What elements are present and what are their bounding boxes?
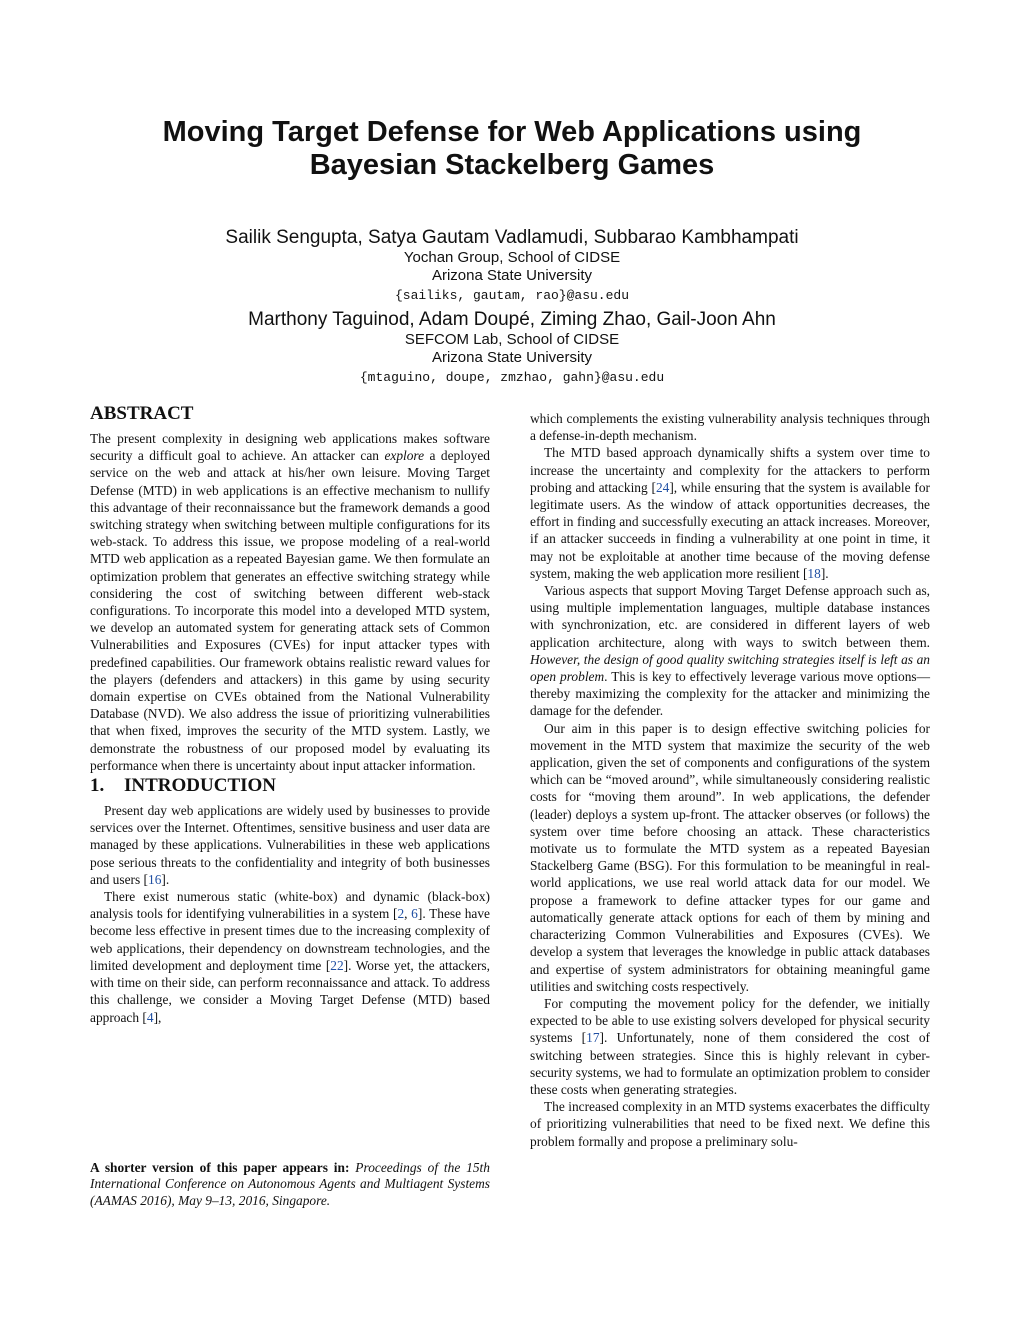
- introduction-heading: [90, 774, 490, 798]
- citation-link[interactable]: 16: [148, 871, 162, 887]
- right-paragraph-5: The increased complexity in an MTD systems exacerbates the difficulty of prioritizing vulnerabilities that need to be fixed next. We define this problem formally and propose a preliminary solu-: [530, 1099, 930, 1149]
- paragraph-text: The MTD based approach dynamically shifts a system over time to increase the uncertainty and complexity for the attackers to perform probing and attacking [: [530, 445, 930, 495]
- citation-link[interactable]: 18: [807, 565, 821, 581]
- footnote-label: A shorter version of this paper appears in:: [90, 1160, 350, 1175]
- paragraph-text: For computing the movement policy for the defender, we initially expected to be able to use existing solvers developed for physical security systems [: [530, 995, 930, 1046]
- citation-link[interactable]: 22: [330, 957, 344, 973]
- author-affiliation: Yochan Group, School of CIDSE: [403, 249, 621, 266]
- paragraph-text: ,: [404, 906, 412, 922]
- paragraph-text: ]. Worse yet, the attackers, with time on their side, can perform reconnaissance and attack. To address this challenge, we consider a Moving Target Defense (MTD) based approach [: [90, 957, 490, 1025]
- citation-link[interactable]: 6: [411, 906, 418, 922]
- title-line-1: Moving Target Defense for Web Applications using: [162, 116, 862, 148]
- paragraph-text: Various aspects that support Moving Target Defense approach such as, using multiple implementation languages, multiple database instances with synchronization, etc. are considered in different layers of web application architecture, along with ways to switch between them.: [530, 583, 930, 650]
- author-university: Arizona State University: [431, 267, 593, 284]
- author-university: Arizona State University: [431, 349, 593, 366]
- author-affiliation: SEFCOM Lab, School of CIDSE: [404, 331, 620, 348]
- right-paragraph-4: [530, 995, 930, 1098]
- footnote-venue: Proceedings of the 15th International Conference on Autonomous Agents and Multiagent Systems (AAMAS 2016), May 9–13, 2016, Singapore.: [90, 1160, 490, 1208]
- abstract-paragraph: [90, 430, 490, 774]
- paper-title: [90, 116, 934, 182]
- author-group-2: [90, 309, 934, 387]
- author-group-1: [90, 227, 934, 305]
- citation-link[interactable]: 24: [655, 479, 670, 495]
- paragraph-text: ], while ensuring that the system is available for legitimate users. As the window of attack opportunities decreases, the effort in finding and successfully executing an attack increases. Moreover, if an attacker succeeds in finding a vulnerability at one point in time, it may not be exploitable at another time because of the moving defense system, making the web application more resilient [: [530, 479, 930, 581]
- footnote: [90, 1160, 490, 1209]
- paragraph-text: There exist numerous static (white-box) and dynamic (black-box) analysis tools for identifying vulnerabilities in a system [: [90, 889, 490, 922]
- citation-link[interactable]: 2: [397, 906, 405, 922]
- abstract-text: The present complexity in designing web applications makes software security a difficult goal to achieve. An attacker can: [90, 431, 490, 464]
- abstract-heading: ABSTRACT: [90, 403, 194, 424]
- author-email: {sailiks, gautam, rao}@asu.edu: [394, 288, 630, 303]
- abstract-emphasis: explore: [384, 448, 425, 464]
- intro-paragraph-1: [90, 802, 490, 888]
- abstract-text: a deployed service on the web and attack at his/her own leisure. Moving Target Defense (MTD) in web applications is an effective mechanism to nullify this advantage of their reconnaissance but the framework demands a good switching strategy when switching between multiple configurations for its web-stack. To address this issue, we propose modeling of a real-world MTD web application as a repeated Bayesian game. We then formulate an optimization problem that generates an effective switching strategy while considering the cost of switching between different web-stack configurations. To incorporate this model into a developed MTD system, we develop an automated system for generating attack sets of Common Vulnerabilities and Exposures (CVEs) for input attacker types with predefined capabilities. Our framework obtains realistic reward values for the players (defenders and attackers) in this game by using security domain expertise on CVEs obtained from the National Vulnerability Database (NVD). We also address the issue of prioritizing vulnerabilities that when fixed, improves the security of the MTD system. Lastly, we demonstrate the robustness of our proposed model by evaluating its performance when there is uncertainty about input attacker information.: [90, 448, 490, 773]
- paragraph-text: ].: [161, 871, 170, 887]
- section-number: 1.: [90, 775, 105, 797]
- paragraph-text: . This is key to effectively leverage various move options—thereby maximizing the complexity for the attacker and minimizing the damage for the defender.: [530, 669, 930, 719]
- author-email: {mtaguino, doupe, zmzhao, gahn}@asu.edu: [359, 370, 665, 385]
- paragraph-text: ]. Unfortunately, none of them considered the cost of switching between strategies. Since this is highly relevant in cyber-security systems, we had to formulate an optimization problem to consider these costs when generating strategies.: [530, 1030, 930, 1097]
- right-paragraph-3: Our aim in this paper is to design effective switching policies for movement in the MTD system that maximize the security of the web application, given the set of components and configurations of the system which can be “moved around”, while simultaneously considering realistic costs for “moving them around”. In web applications, the defender (leader) deploys a system up-front. The attacker observes (or follows) the system over time before choosing an attack. These characteristics motivate us to formulate the MTD system as a repeated Bayesian Stackelberg Game (BSG). For this formulation to be meaningful in real-world applications, we use real world attack data for our model. We propose a framework to define attacker types for our game and automatically generate attack options for each of them by mining and characterizing Common Vulnerabilities and Exposures (CVEs). We develop a system that leverages the knowledge in public attack databases and expertise of system administrators for obtaining meaningful game utilities and switching costs respectively.: [530, 720, 930, 994]
- right-paragraph-1: [530, 444, 930, 582]
- paragraph-text: ].: [820, 565, 829, 581]
- author-names: Sailik Sengupta, Satya Gautam Vadlamudi, Subbarao Kambhampati: [225, 227, 799, 248]
- paragraph-text: ]. These have become less effective in present times due to the increasing complexity of web applications, their dependency on downstream technologies, and the limited development and deployment time [: [90, 906, 490, 973]
- title-line-2: Bayesian Stackelberg Games: [309, 149, 715, 181]
- intro-paragraph-2: [90, 888, 490, 1026]
- left-column: [90, 402, 490, 1026]
- citation-link[interactable]: 17: [586, 1030, 600, 1046]
- paragraph-text: Present day web applications are widely used by businesses to provide services over the Internet. Oftentimes, sensitive business and user data are managed by these applications. Vulnerabilities in these web applications pose serious threats to the confidentiality and integrity of both businesses and users [: [90, 803, 490, 887]
- paragraph-emphasis: However, the design of good quality switching strategies itself is left as an open problem: [530, 651, 930, 685]
- paragraph-text: ],: [153, 1009, 162, 1025]
- right-paragraph-0: which complements the existing vulnerability analysis techniques through a defense-in-depth mechanism.: [530, 411, 930, 444]
- citation-link[interactable]: 4: [146, 1009, 154, 1025]
- author-names: Marthony Taguinod, Adam Doupé, Ziming Zhao, Gail-Joon Ahn: [248, 309, 776, 330]
- right-paragraph-2: [530, 582, 930, 720]
- section-title: INTRODUCTION: [124, 775, 277, 797]
- right-column: [530, 410, 930, 1150]
